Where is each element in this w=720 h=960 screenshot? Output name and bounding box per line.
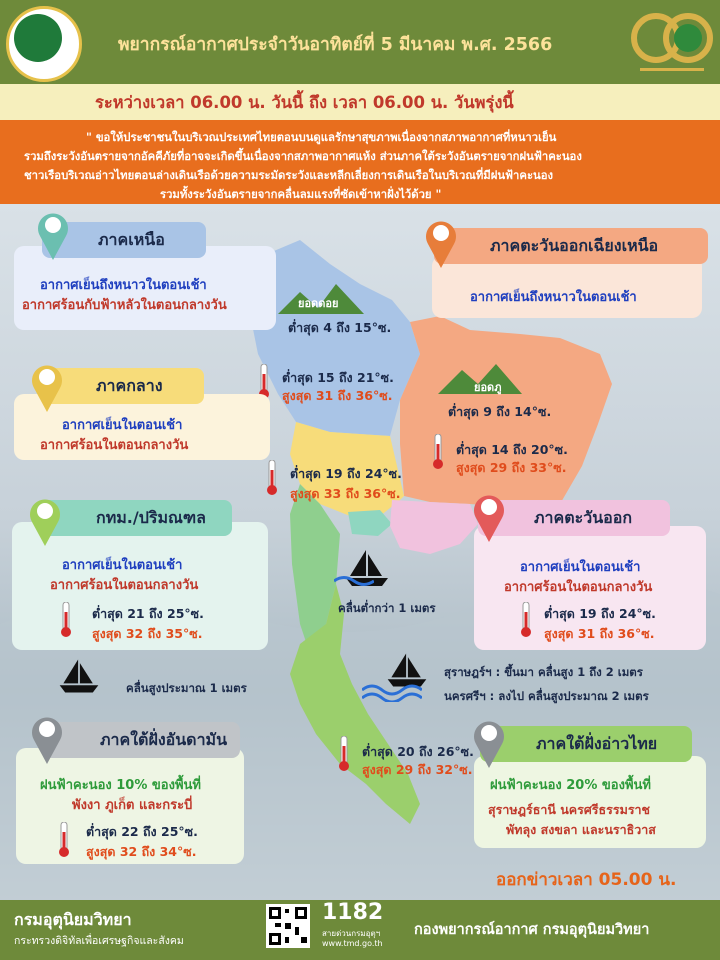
northeast-high: สูงสุด 29 ถึง 33°ซ. — [456, 460, 567, 475]
map-pin-icon — [30, 360, 64, 412]
east-desc-1: อากาศเย็นในตอนเช้า — [520, 560, 641, 575]
map-east — [390, 500, 478, 554]
map-pin-icon — [36, 208, 70, 260]
central-desc-1: อากาศเย็นในตอนเช้า — [62, 418, 183, 433]
thermometer-icon — [58, 822, 70, 858]
north-desc-1: อากาศเย็นถึงหนาวในตอนเช้า — [40, 278, 207, 293]
northeast-desc-1: อากาศเย็นถึงหนาวในตอนเช้า — [470, 290, 637, 305]
thermometer-icon — [266, 460, 278, 496]
south-gulf-desc-2: สุราษฎร์ธานี นครศรีธรรมราช — [488, 802, 651, 817]
hotline-label: สายด่วนกรมอุตุฯ — [322, 929, 381, 938]
peak-min-northeast: ต่ำสุด 9 ถึง 14°ซ. — [448, 404, 552, 419]
warning-line: ชาวเรือบริเวณอ่าวไทยตอนล่างเดินเรือด้วยความระมัดระวังและหลีกเลี่ยงการเดินเรือในบริเวณที่มีฝนฟ้าคะนอง — [24, 169, 554, 182]
south-andaman-desc-2: พังงา ภูเก็ต และกระบี่ — [72, 798, 193, 813]
wave-surat: สุราษฎร์ฯ : ขึ้นมา คลื่นสูง 1 ถึง 2 เมตร — [444, 665, 643, 679]
boat-icon — [56, 656, 102, 696]
thermometer-icon — [520, 602, 532, 638]
website-link[interactable]: www.tmd.go.th — [322, 939, 383, 948]
forecast-period: ระหว่างเวลา 06.00 น. วันนี้ ถึง เวลา 06.00 น. วันพรุ่งนี้ — [95, 93, 514, 112]
central-title: ภาคกลาง — [40, 368, 204, 404]
peak-label-northeast: ยอดภู — [474, 381, 502, 394]
map-pin-icon — [28, 494, 62, 546]
south-andaman-low: ต่ำสุด 22 ถึง 25°ซ. — [86, 824, 198, 839]
bangkok-high: สูงสุด 32 ถึง 35°ซ. — [92, 626, 203, 641]
central-desc-2: อากาศร้อนในตอนกลางวัน — [40, 438, 189, 453]
central-low: ต่ำสุด 19 ถึง 24°ซ. — [290, 466, 402, 481]
south-gulf-low: ต่ำสุด 20 ถึง 26°ซ. — [362, 744, 474, 759]
map-pin-icon — [424, 216, 458, 268]
map-pin-icon — [472, 490, 506, 542]
north-desc-2: อากาศร้อนกับฟ้าหลัวในตอนกลางวัน — [22, 298, 227, 313]
hotline-number: 1182 — [322, 900, 384, 925]
warning-line: รวมถึงระวังอันตรายจากอัคคีภัยที่อาจจะเกิดขึ้นเนื่องจากสภาพอากาศแห้ง ส่วนภาคใต้ระวังอันตรายจากฝนฟ้าคะนอง — [24, 150, 582, 163]
wave-nakhon: นครศรีฯ : ลงไป คลื่นสูงประมาณ 2 เมตร — [444, 689, 649, 703]
south-andaman-title: ภาคใต้ฝั่งอันดามัน — [44, 722, 240, 758]
east-high: สูงสุด 31 ถึง 36°ซ. — [544, 626, 655, 641]
central-high: สูงสุด 33 ถึง 36°ซ. — [290, 486, 401, 501]
footer-ministry: กระทรวงดิจิทัลเพื่อเศรษฐกิจและสังคม — [14, 935, 184, 947]
thermometer-icon — [60, 602, 72, 638]
map-bangkok — [348, 510, 392, 536]
footer-division: กองพยากรณ์อากาศ กรมอุตุนิยมวิทยา — [414, 922, 650, 938]
footer-department: กรมอุตุนิยมวิทยา — [14, 910, 132, 929]
map-pin-icon — [30, 712, 64, 764]
south-gulf-desc-1: ฝนฟ้าคะนอง 20% ของพื้นที่ — [490, 778, 651, 793]
peak-label-north: ยอดดอย — [298, 297, 339, 310]
south-gulf-high: สูงสุด 29 ถึง 32°ซ. — [362, 762, 473, 777]
wave-icon — [362, 682, 422, 702]
northeast-low: ต่ำสุด 14 ถึง 20°ซ. — [456, 442, 568, 457]
map-pin-icon — [472, 716, 506, 768]
bangkok-desc-2: อากาศร้อนในตอนกลางวัน — [50, 578, 199, 593]
tmd-logo-emblem — [14, 14, 62, 62]
peak-min-north: ต่ำสุด 4 ถึง 15°ซ. — [288, 320, 392, 335]
east-title: ภาคตะวันออก — [478, 500, 670, 536]
thermometer-icon — [338, 736, 350, 772]
anniversary-logo — [630, 8, 714, 80]
page-title: พยากรณ์อากาศประจำวันอาทิตย์ที่ 5 มีนาคม พ.ศ. 2566 — [118, 35, 553, 55]
northeast-title: ภาคตะวันออกเฉียงเหนือ — [434, 228, 708, 264]
north-high: สูงสุด 31 ถึง 36°ซ. — [282, 388, 393, 403]
qr-code-icon[interactable] — [266, 904, 310, 948]
south-andaman-high: สูงสุด 32 ถึง 34°ซ. — [86, 844, 197, 859]
north-low: ต่ำสุด 15 ถึง 21°ซ. — [282, 370, 394, 385]
east-low: ต่ำสุด 19 ถึง 24°ซ. — [544, 606, 656, 621]
south-andaman-desc-1: ฝนฟ้าคะนอง 10% ของพื้นที่ — [40, 778, 201, 793]
warning-line: รวมทั้งระวังอันตรายจากคลื่นลมแรงที่ซัดเข้าหาฝั่งไว้ด้วย " — [160, 188, 442, 201]
wave-andaman: คลื่นสูงประมาณ 1 เมตร — [126, 681, 247, 695]
east-desc-2: อากาศร้อนในตอนกลางวัน — [504, 580, 653, 595]
thermometer-icon — [432, 434, 444, 470]
warning-line: " ขอให้ประชาชนในบริเวณประเทศไทยตอนบนดูแลรักษาสุขภาพเนื่องจากสภาพอากาศที่หนาวเย็น — [86, 131, 557, 144]
bangkok-desc-1: อากาศเย็นในตอนเช้า — [62, 558, 183, 573]
south-gulf-desc-3: พัทลุง สงขลา และนราธิวาส — [506, 822, 656, 837]
bangkok-title: กทม./ปริมณฑล — [40, 500, 232, 536]
bangkok-low: ต่ำสุด 21 ถึง 25°ซ. — [92, 606, 204, 621]
wave-icon — [334, 574, 374, 588]
north-title: ภาคเหนือ — [42, 222, 206, 258]
wave-gulf-upper: คลื่นต่ำกว่า 1 เมตร — [338, 601, 436, 615]
issued-time: ออกข่าวเวลา 05.00 น. — [496, 870, 677, 890]
south-gulf-title: ภาคใต้ฝั่งอ่าวไทย — [480, 726, 692, 762]
